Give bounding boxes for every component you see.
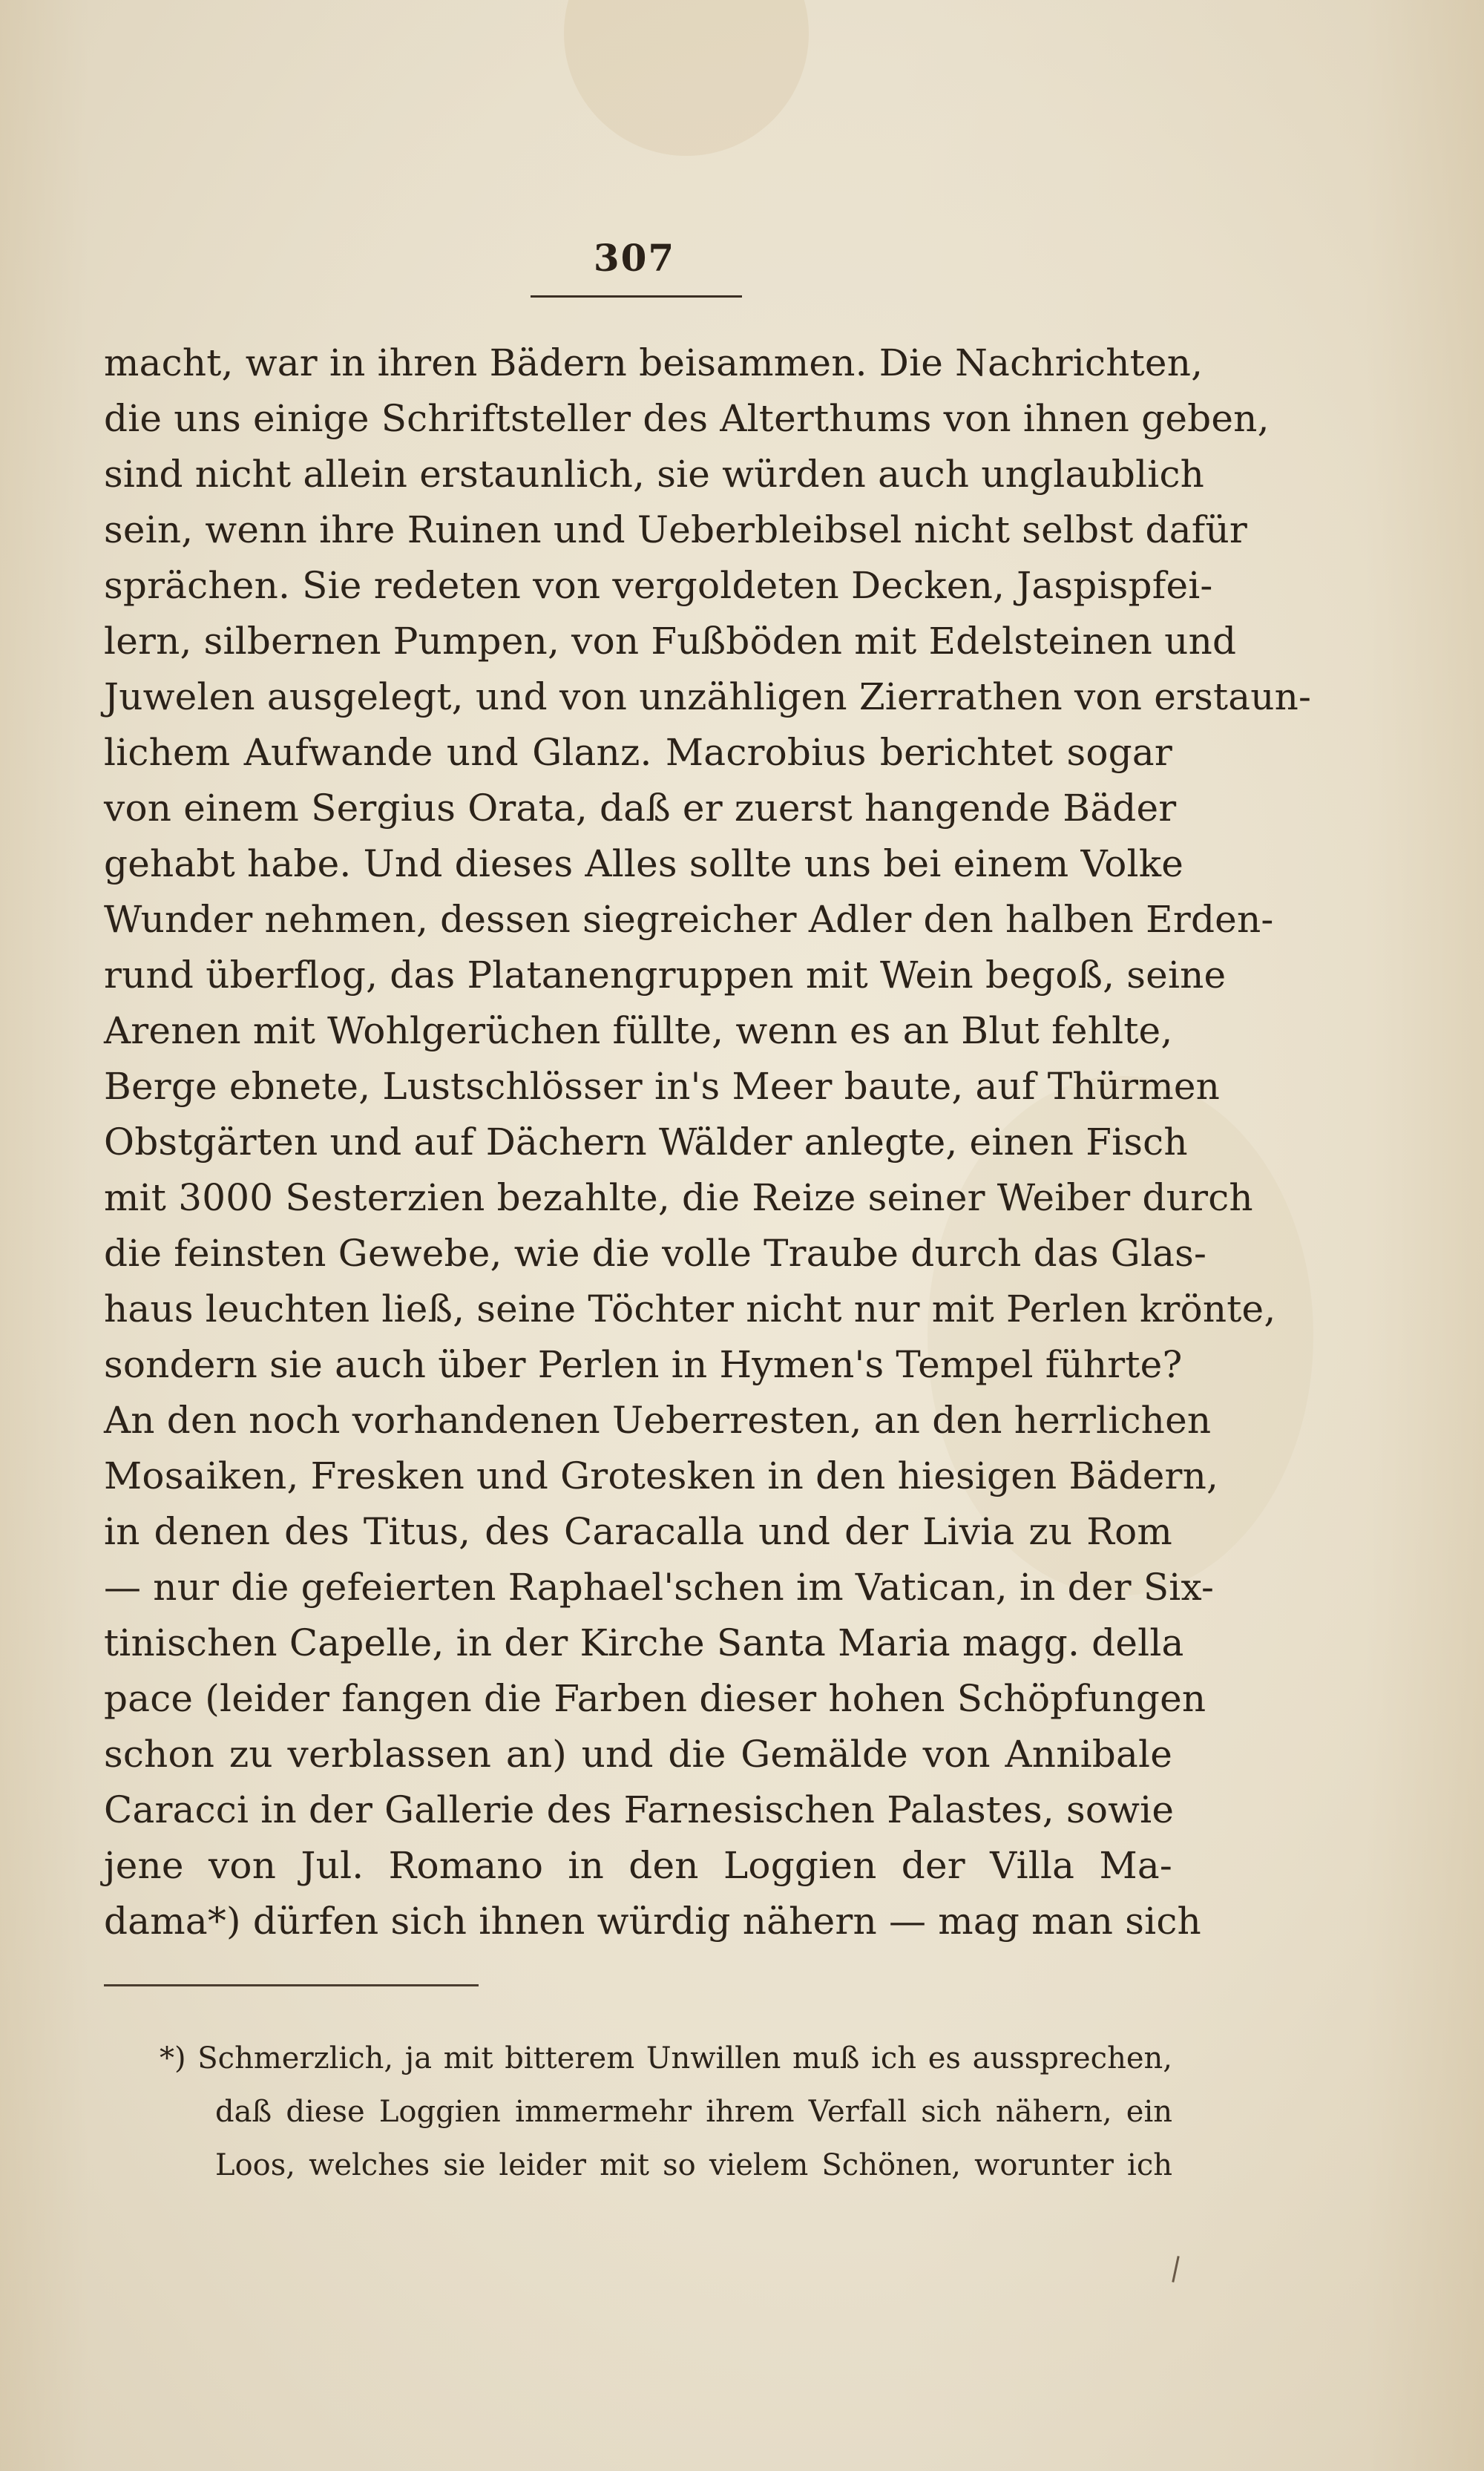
body-text [104, 335, 1312, 1949]
text-line: gehabt habe. Und dieses Alles sollte uns bei einem Volke [104, 842, 1183, 885]
paper-stain [564, 0, 809, 156]
text-line: Caracci in der Gallerie des Farnesischen Palastes, sowie [104, 1788, 1175, 1831]
text-line: mit 3000 Sesterzien bezahlte, die Reize seiner Weiber durch [104, 1176, 1253, 1219]
text-line: sind nicht allein erstaunlich, sie würden auch unglaublich [104, 453, 1205, 496]
text-line: die feinsten Gewebe, wie die volle Traube durch das Glas- [104, 1232, 1207, 1275]
text-line: — nur die gefeierten Raphael'schen im Vatican, in der Six- [104, 1566, 1215, 1609]
text-line: macht, war in ihren Bädern beisammen. Die Nachrichten, [104, 341, 1204, 384]
text-line: Berge ebnete, Lustschlösser in's Meer baute, auf Thürmen [104, 1065, 1221, 1108]
text-line: Obstgärten und auf Dächern Wälder anlegte, einen Fisch [104, 1120, 1188, 1164]
text-line: Mosaiken, Fresken und Grotesken in den hiesigen Bädern, [104, 1454, 1219, 1497]
text-line: von einem Sergius Orata, daß er zuerst hangende Bäder [104, 787, 1177, 830]
text-line: jene von Jul. Romano in den Loggien der Villa Ma- [104, 1844, 1172, 1887]
text-line: dama*) dürfen sich ihnen würdig nähern — mag man sich [104, 1900, 1201, 1943]
footnote [160, 2032, 1172, 2192]
text-line: tinischen Capelle, in der Kirche Santa Maria magg. della [104, 1621, 1184, 1664]
footnote-line: daß diese Loggien immermehr ihrem Verfall sich nähern, ein [215, 2095, 1172, 2129]
text-line: in denen des Titus, des Caracalla und der Livia zu Rom [104, 1510, 1172, 1553]
text-line: haus leuchten ließ, seine Töchter nicht nur mit Perlen krönte, [104, 1287, 1276, 1330]
text-line: lichem Aufwande und Glanz. Macrobius berichtet sogar [104, 731, 1172, 774]
footnote-line: Loos, welches sie leider mit so vielem Schönen, worunter ich [215, 2148, 1172, 2182]
page-number: 307 [593, 236, 676, 280]
text-line: sein, wenn ihre Ruinen und Ueberbleibsel nicht selbst dafür [104, 508, 1247, 551]
text-line: schon zu verblassen an) und die Gemälde von Annibale [104, 1733, 1172, 1776]
text-line: pace (leider fangen die Farben dieser hohen Schöpfungen [104, 1677, 1206, 1720]
text-line: sondern sie auch über Perlen in Hymen's Tempel führte? [104, 1343, 1183, 1386]
text-line: Wunder nehmen, dessen siegreicher Adler den halben Erden- [104, 898, 1274, 941]
text-line: lern, silbernen Pumpen, von Fußböden mit Edelsteinen und [104, 620, 1237, 663]
text-line: Arenen mit Wohlgerüchen füllte, wenn es an Blut fehlte, [104, 1009, 1173, 1052]
footnote-rule [104, 1984, 479, 1986]
pencil-mark [1172, 2256, 1179, 2283]
footnote-line: *) Schmerzlich, ja mit bitterem Unwillen muß ich es aussprechen, [160, 2041, 1172, 2075]
text-line: rund überflog, das Platanengruppen mit Wein begoß, seine [104, 954, 1227, 997]
text-line: die uns einige Schriftsteller des Alterthums von ihnen geben, [104, 397, 1270, 440]
text-line: sprächen. Sie redeten von vergoldeten Decken, Jaspispfei- [104, 564, 1213, 607]
header-rule [531, 295, 742, 298]
text-line: An den noch vorhandenen Ueberresten, an den herrlichen [104, 1399, 1212, 1442]
text-line: Juwelen ausgelegt, und von unzähligen Zierrathen von erstaun- [104, 675, 1312, 718]
